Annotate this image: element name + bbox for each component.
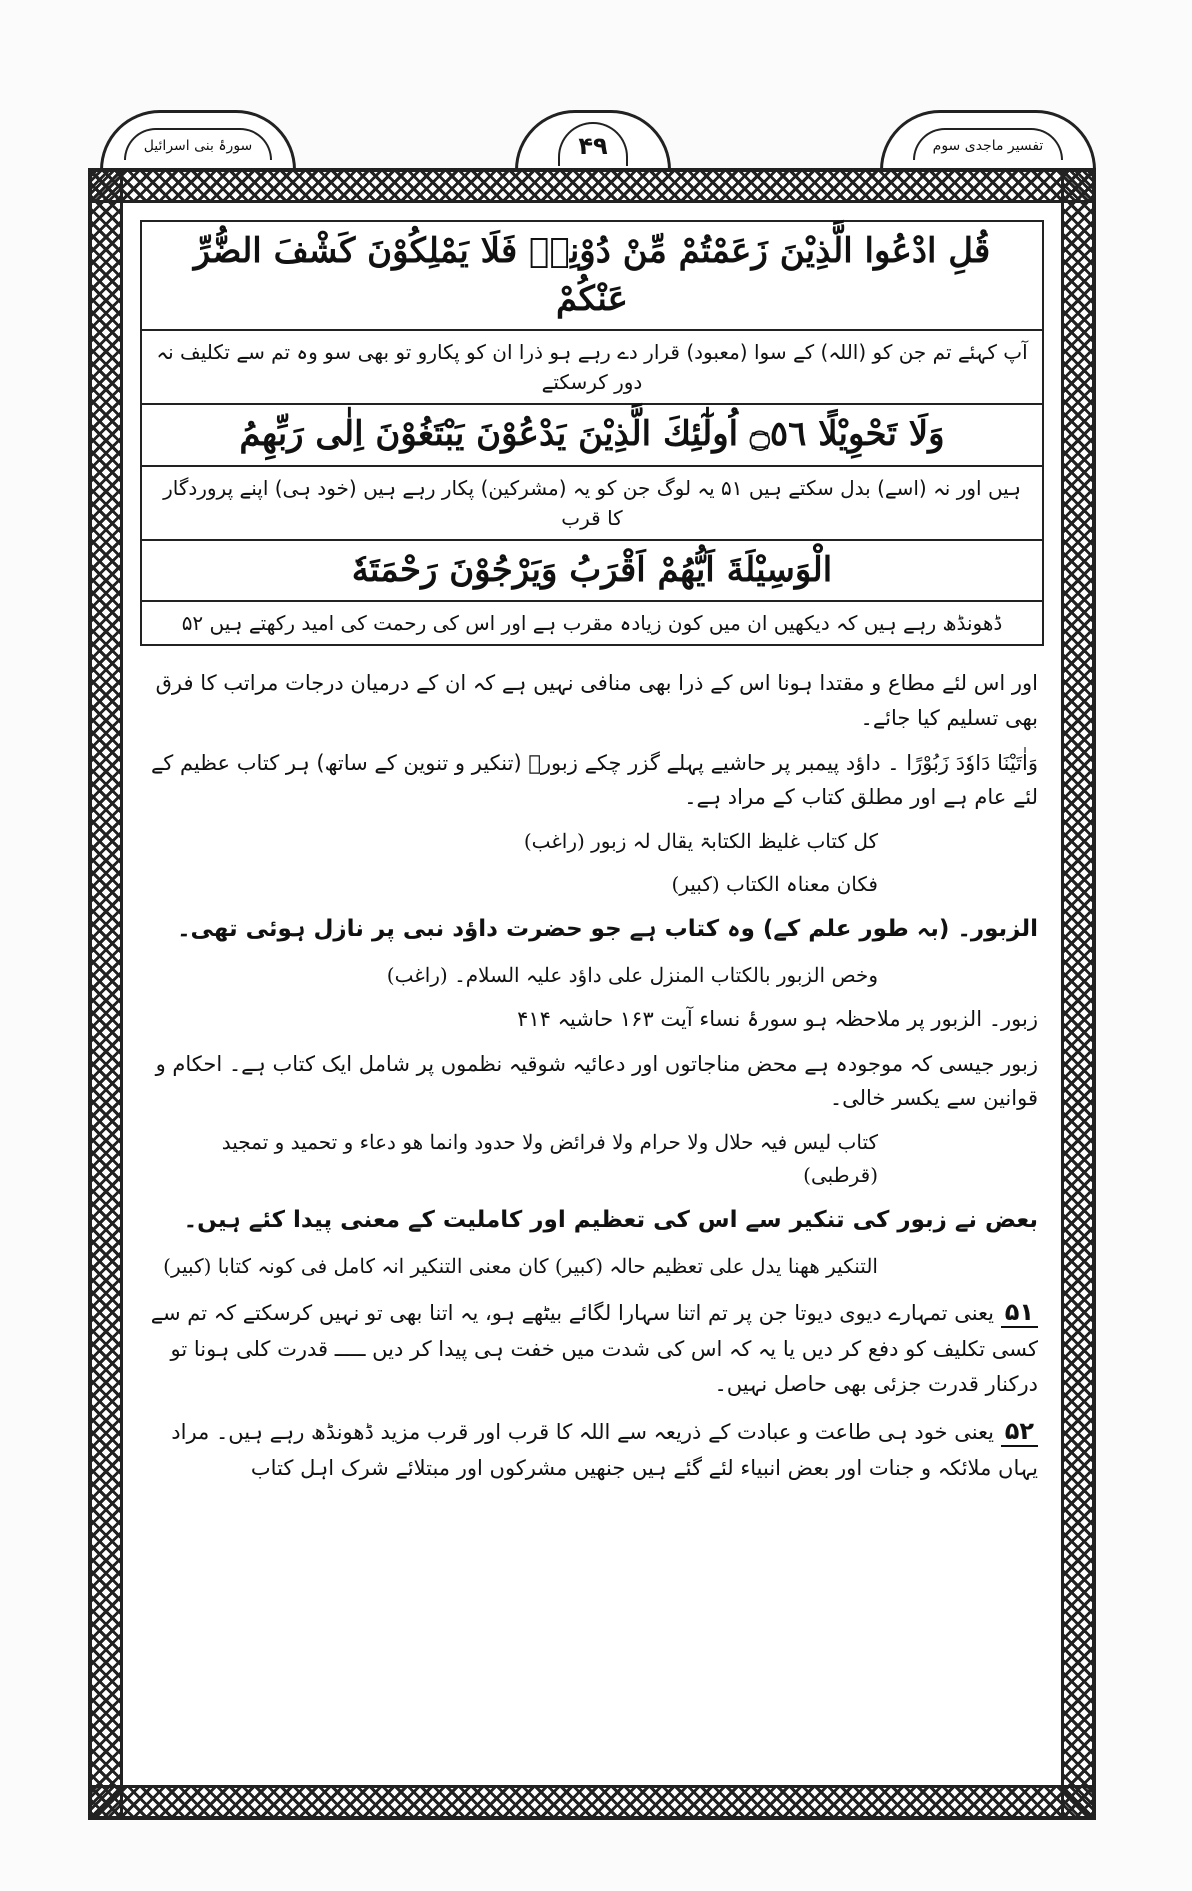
footnote-51	[146, 1293, 1038, 1402]
verse-block	[140, 220, 1044, 646]
arabic-quote: وخص الزبور بالکتاب المنزل علی داؤد علیہ السلام۔ (راغب)	[386, 962, 878, 987]
arabic-quote: کل کتاب غلیظ الکتابۃ یقال لہ زبور (راغب)	[523, 828, 878, 853]
border-chain-top	[92, 172, 1092, 203]
header-surah-title: سورۂ بنی اسرائیل	[124, 128, 273, 160]
commentary	[140, 666, 1044, 1485]
footnote-text: یعنی تمہارے دیوی دیوتا جن پر تم اتنا سہارا لگائے بیٹھے ہو، یہ اتنا بھی تو نہیں کرسکتے کہ تم سے کسی تکلیف کو دفع کر دیں یا یہ کہ اس کی شدت میں خفت ہی پیدا کر دیں ـــــ قدرت کلی ہونا تو درکنار قدرت جزئی بھی حاصل نہیں۔	[150, 1300, 1038, 1396]
arabic-quote: التنکیر ھھنا یدل علی تعظیم حالہ (کبیر) کان معنی التنکیر انہ کامل فی کونہ کتابا (کبیر)	[163, 1253, 878, 1278]
verse-translation-1: آپ کہئے تم جن کو (اللہ) کے سوا (معبود) قرار دے رہے ہو ذرا ان کو پکارو تو بھی سو وہ تم سے تکلیف نہ دور کرسکتے	[140, 329, 1044, 405]
verse-translation-3: ڈھونڈھ رہے ہیں کہ دیکھیں ان میں کون زیادہ مقرب ہے اور اس کی رحمت کی امید رکھتے ہیں ۵۲	[140, 600, 1044, 646]
paragraph-heading: الزبور۔ (بہ طور علم کے) وہ کتاب ہے جو حضرت داؤد نبی پر نازل ہوئی تھی۔	[177, 915, 1038, 942]
paragraph-heading: بعض نے زبور کی تنکیر سے اس کی تعظیم اور کاملیت کے معنی پیدا کئے ہیں۔	[183, 1206, 1038, 1233]
footnote-text: یعنی خود ہی طاعت و عبادت کے ذریعہ سے اللہ کا قرب اور قرب مزید ڈھونڈھ رہے ہیں۔ مراد یہاں ملائکہ و جنات اور بعض انبیاء لئے گئے ہیں جنھیں مشرکوں اور مبتلائے شرک اہل کتاب	[171, 1419, 1038, 1481]
verse-arabic-3: الْوَسِيْلَةَ اَيُّهُمْ اَقْرَبُ وَيَرْجُوْنَ رَحْمَتَهٗ	[140, 539, 1044, 603]
footnote-number: ۵۱	[1001, 1298, 1038, 1328]
arabic-quote: کتاب لیس فیہ حلال ولا حرام ولا فرائض ولا حدود وانما ھو دعاء و تحمید و تمجید (قرطبی)	[221, 1129, 878, 1187]
verse-arabic-2: وَلَا تَحْوِيْلًا ۝٥٦ اُولٰٓئِكَ الَّذِيْنَ يَدْعُوْنَ يَبْتَغُوْنَ اِلٰى رَبِّهِمُ	[140, 403, 1044, 467]
paragraph: زبور۔ الزبور پر ملاحظہ ہو سورۂ نساء آیت ۱۶۳ حاشیہ ۴۱۴	[517, 1006, 1038, 1031]
footnote-52	[146, 1412, 1038, 1486]
verse-translation-2: ہیں اور نہ (اسے) بدل سکتے ہیں ۵۱ یہ لوگ جن کو یہ (مشرکین) پکار رہے ہیں (خود ہی) اپنے پروردگار کا قرب	[140, 465, 1044, 541]
header-title-left	[100, 110, 296, 175]
header-book-title: تفسیر ماجدی سوم	[913, 128, 1064, 160]
border-chain-right	[1061, 172, 1092, 1816]
paragraph: وَاٰتَيْنَا دَاوٗدَ زَبُوْرًا ۔ داؤد پیمبر پر حاشیے پہلے گزر چکے زبورؑ (تنکیر و تنوین کے ساتھ) ہر کتاب عظیم کے لئے عام ہے اور مطلق کتاب کے مراد ہے۔	[150, 750, 1038, 810]
arabic-quote: فکان معناہ الکتاب (کبیر)	[671, 871, 878, 896]
border-chain-left	[92, 172, 123, 1816]
paragraph: زبور جیسی کہ موجودہ ہے محض مناجاتوں اور دعائیہ شوقیہ نظموں پر شامل ایک کتاب ہے۔ احکام و قوانین سے یکسر خالی۔	[155, 1051, 1038, 1111]
page-frame	[88, 168, 1096, 1820]
paragraph: اور اس لئے مطاع و مقتدا ہونا اس کے ذرا بھی منافی نہیں ہے کہ ان کے درمیان درجات مراتب کا فرق بھی تسلیم کیا جائے۔	[155, 671, 1038, 731]
page-content	[140, 220, 1044, 1768]
page-number: ۴۹	[558, 122, 627, 166]
header-page-number-tab	[515, 110, 671, 175]
header-title-right	[880, 110, 1096, 175]
verse-arabic-1: قُلِ ادْعُوا الَّذِيْنَ زَعَمْتُمْ مِّنْ دُوْنِهٖ فَلَا يَمْلِكُوْنَ كَشْفَ الضُّرِّ عَنْكُمْ	[140, 220, 1044, 331]
footnote-number: ۵۲	[1001, 1417, 1038, 1447]
border-chain-bottom	[92, 1785, 1092, 1816]
